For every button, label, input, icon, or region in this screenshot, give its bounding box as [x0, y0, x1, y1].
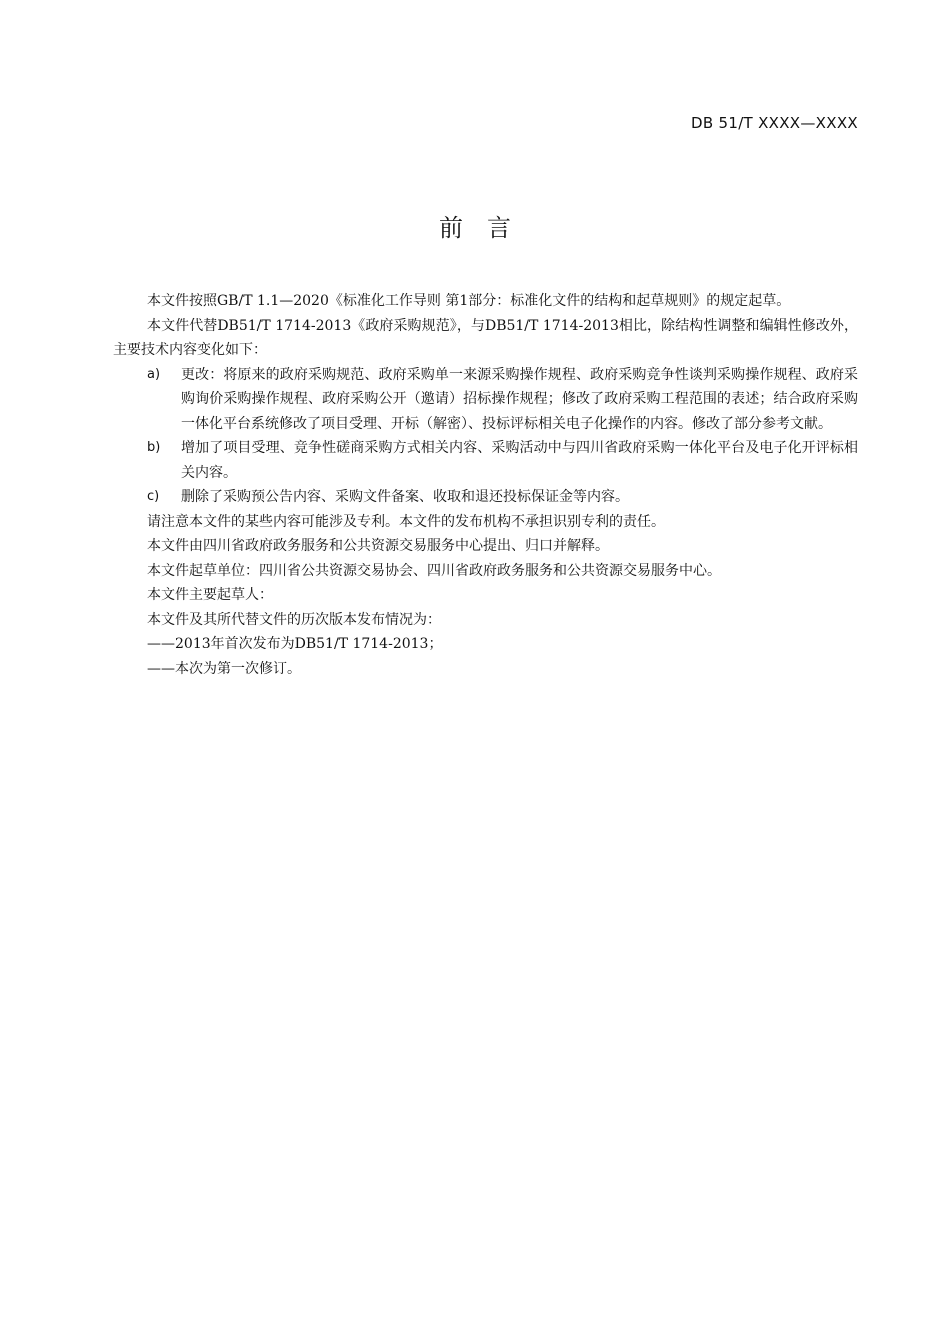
history-entry-2013: ——2013年首次发布为DB51/T 1714-2013； — [147, 636, 443, 652]
paragraph-drafting-basis: 本文件按照GB/T 1.1—2020《标准化工作导则 第1部分：标准化文件的结构和起草规则》的规定起草。 — [147, 293, 791, 309]
change-item-b — [113, 436, 858, 485]
change-item-marker: c) — [147, 489, 160, 504]
change-item-marker: b) — [147, 440, 161, 455]
change-item-a — [113, 363, 858, 437]
paragraph-drafting-units: 本文件起草单位：四川省公共资源交易协会、四川省政府政务服务和公共资源交易服务中心。 — [147, 562, 721, 579]
document-code: DB 51/T XXXX—XXXX — [691, 114, 858, 132]
page-title: 前言 — [439, 214, 535, 242]
paragraph-drafters: 本文件主要起草人： — [147, 587, 273, 603]
change-item-text: 删除了采购预公告内容、采购文件备案、收取和退还投标保证金等内容。 — [181, 489, 629, 505]
paragraph-history-intro: 本文件及其所代替文件的历次版本发布情况为： — [147, 611, 441, 628]
history-entry-current: ——本次为第一次修订。 — [147, 660, 301, 677]
paragraph-proposer: 本文件由四川省政府政务服务和公共资源交易服务中心提出、归口并解释。 — [147, 538, 609, 554]
paragraph-patent-notice: 请注意本文件的某些内容可能涉及专利。本文件的发布机构不承担识别专利的责任。 — [147, 513, 665, 530]
paragraph-replacement-note: 本文件代替DB51/T 1714-2013《政府采购规范》，与DB51/T 1714-2013相比，除结构性调整和编辑性修改外，主要技术内容变化如下： — [113, 317, 858, 358]
change-item-c — [113, 485, 858, 510]
change-item-marker: a) — [147, 366, 161, 382]
document-body — [113, 289, 858, 681]
change-item-text: 更改：将原来的政府采购规范、政府采购单一来源采购操作规程、政府采购竞争性谈判采购操作规程、政府采购询价采购操作规程、政府采购公开（邀请）招标操作规程；修改了政府采购工程范围的表述；结合政府采购一体化平台系统修改了项目受理、开标（解密）、投标评标相关电子化操作的内容。修改了部分参考文献。 — [181, 366, 858, 432]
change-item-text: 增加了项目受理、竞争性磋商采购方式相关内容、采购活动中与四川省政府采购一体化平台及电子化开评标相关内容。 — [181, 440, 858, 481]
